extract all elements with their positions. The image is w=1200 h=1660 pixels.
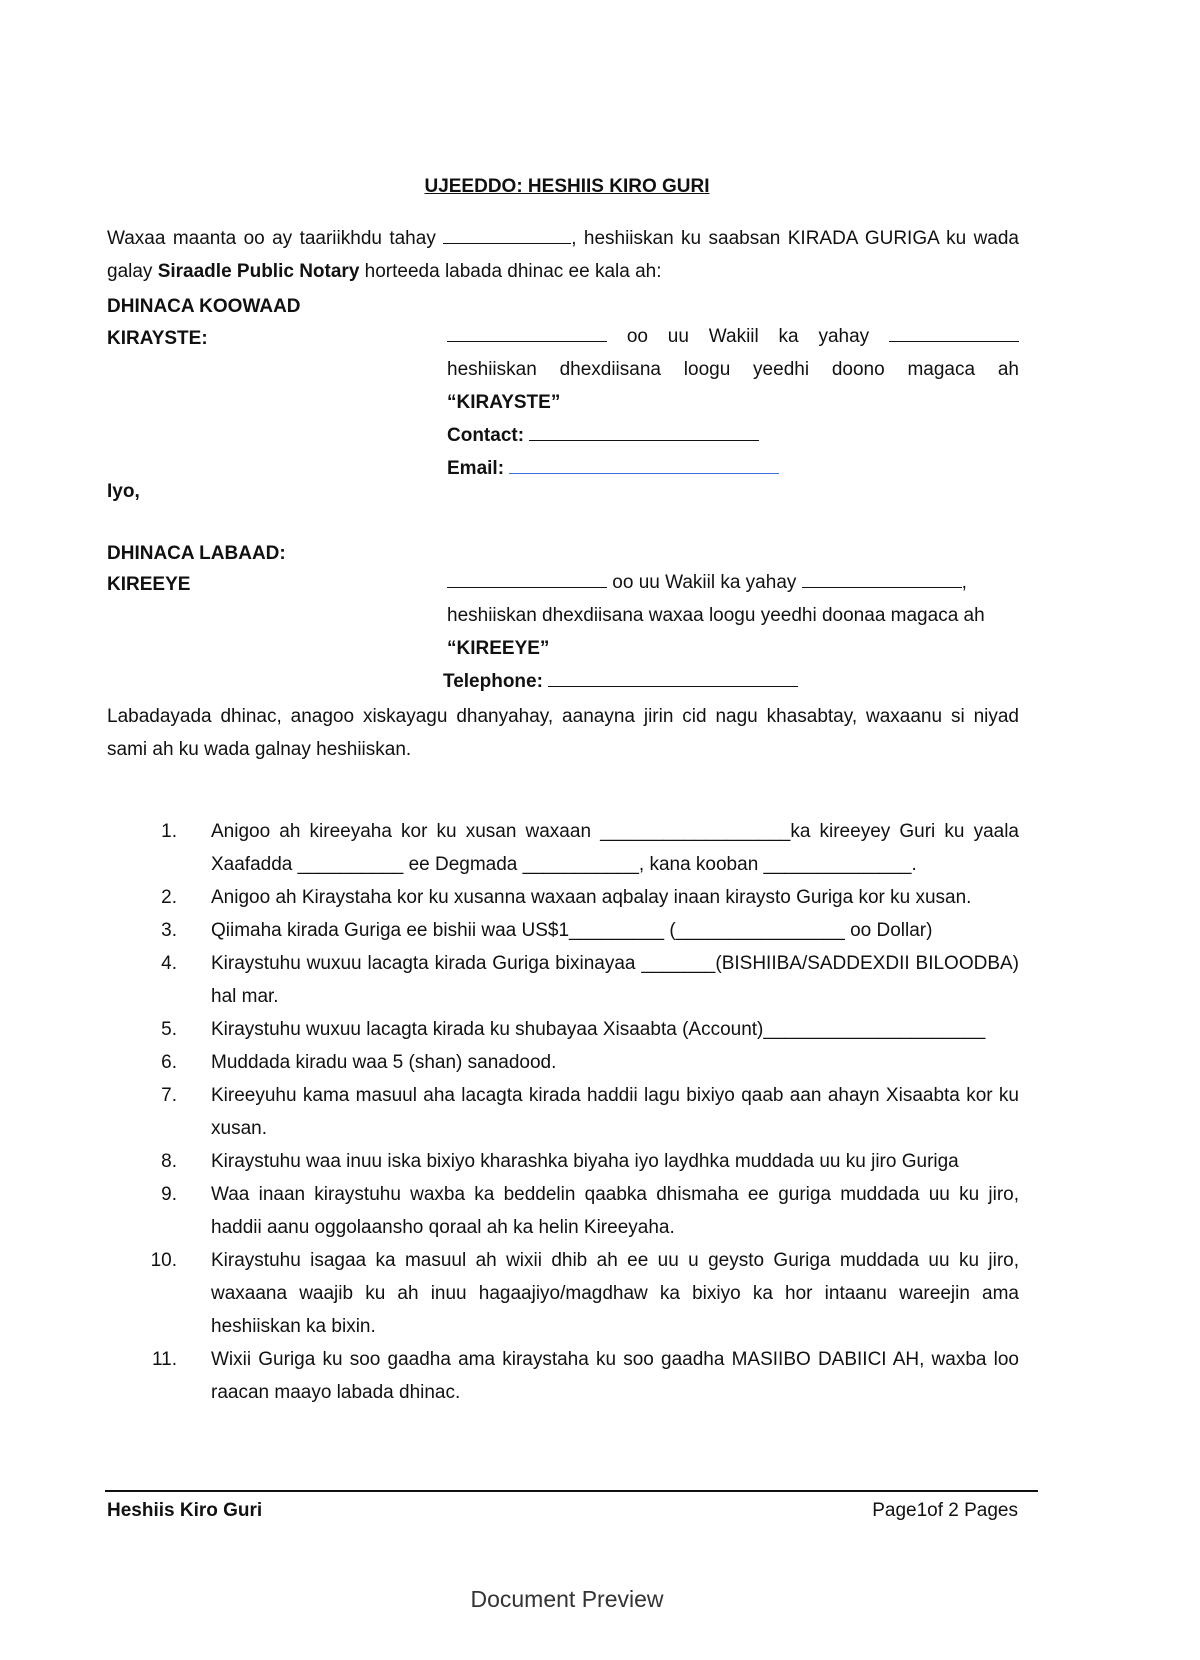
term-text: Wixii Guriga ku soo gaadha ama kiraystaha ku soo gaadha MASIIBO DABIICI AH, waxba loo raacan maayo labada dhinac. (211, 1349, 1019, 1403)
contact-blank (529, 422, 759, 441)
party2-heading: DHINACA LABAAD: (107, 543, 286, 564)
party1-agent-blank (889, 323, 1019, 342)
term-item (107, 1343, 1019, 1409)
party2-line2: heshiiskan dhexdiisana waxaa loogu yeedhi doonaa magaca ah (447, 605, 985, 626)
term-text: Kireeyuhu kama masuul aha lacagta kirada haddii lagu bixiyo qaab aan ahayn Xisaabta kor ku xusan. (211, 1085, 1019, 1139)
term-number: 7. (161, 1085, 177, 1106)
party2-role-label: KIREEYE (107, 574, 191, 595)
footer-divider (105, 1490, 1038, 1492)
email-blank (509, 455, 779, 474)
term-number: 11. (151, 1349, 177, 1370)
party2-telephone-row (443, 665, 1019, 698)
party1-role-label: KIRAYSTE: (107, 328, 208, 349)
notary-name: Siraadle Public Notary (157, 261, 360, 282)
document-title: UJEEDDO: HESHIIS KIRO GURI (424, 176, 710, 197)
closing-paragraph: Labadayada dhinac, anagoo xiskayagu dhanyahay, aanayna jirin cid nagu khasabtay, waxaanu si niyad sami ah ku wada galnay heshiiskan. (107, 706, 1019, 760)
term-number: 6. (161, 1052, 177, 1073)
intro-paragraph (107, 222, 1019, 288)
term-number: 9. (161, 1184, 177, 1205)
term-text: Kiraystuhu wuxuu lacagta kirada ku shubayaa Xisaabta (Account)_____________________ (211, 1019, 986, 1040)
party1-email-row (447, 452, 1019, 485)
document-preview-label: Document Preview (470, 1586, 664, 1612)
connector-text: Iyo, (107, 481, 140, 502)
party2-name-blank (447, 569, 607, 588)
term-item (107, 881, 1019, 914)
email-label: Email: (447, 458, 510, 479)
term-number: 4. (161, 953, 177, 974)
term-number: 5. (161, 1019, 177, 1040)
term-text: Anigoo ah kireeyaha kor ku xusan waxaan __________________ka kireeyey Guri ku yaala Xaafadda __________ ee Degmada ___________, kana kooban ______________. (211, 821, 1019, 875)
party1-contact-row (447, 419, 1019, 452)
party1-heading: DHINACA KOOWAAD (107, 296, 301, 317)
term-text: Qiimaha kirada Guriga ee bishii waa US$1_________ (________________ oo Dollar) (211, 920, 933, 941)
party2-line1-mid: oo uu Wakiil ka yahay (607, 572, 802, 593)
party2-details (443, 566, 1019, 698)
term-text: Waa inaan kiraystuhu waxba ka beddelin qaabka dhismaha ee guriga muddada uu ku jiro, haddii aanu oggolaansho qoraal ah ka helin Kireeyaha. (211, 1184, 1019, 1238)
term-number: 1. (161, 821, 177, 842)
party2-alias: “KIREEYE” (447, 638, 550, 659)
term-item (107, 1178, 1019, 1244)
party1-alias: “KIRAYSTE” (447, 392, 561, 413)
date-blank (443, 225, 571, 244)
party1-name-blank (447, 323, 607, 342)
telephone-label: Telephone: (443, 671, 549, 692)
party1-details (447, 320, 1019, 485)
term-number: 2. (161, 887, 177, 908)
term-item (107, 1013, 1019, 1046)
term-item (107, 914, 1019, 947)
term-text: Anigoo ah Kiraystaha kor ku xusanna waxaan aqbalay inaan kiraysto Guriga kor ku xusan. (211, 887, 972, 908)
party1-line1 (447, 320, 1019, 353)
page-number: Page1of 2 Pages (872, 1500, 1018, 1521)
contact-label: Contact: (447, 425, 530, 446)
intro-text-3: horteeda labada dhinac ee kala ah: (359, 261, 662, 282)
term-number: 3. (161, 920, 177, 941)
term-item (107, 947, 1019, 1013)
term-item (107, 1145, 1019, 1178)
footer-title: Heshiis Kiro Guri (107, 1500, 263, 1521)
term-number: 10. (150, 1250, 177, 1271)
party2-agent-blank (802, 569, 962, 588)
terms-list (107, 815, 1019, 1409)
term-item (107, 815, 1019, 881)
term-text: Muddada kiradu waa 5 (shan) sanadood. (211, 1052, 557, 1073)
term-text: Kiraystuhu wuxuu lacagta kirada Guriga bixinayaa _______(BISHIIBA/SADDEXDII BILOODBA) hal mar. (211, 953, 1019, 1007)
party2-line1-end: , (961, 572, 967, 593)
telephone-blank (548, 668, 798, 687)
term-item (107, 1079, 1019, 1145)
intro-text-2: , heshiiskan ku saabsan KIRADA GURIGA ku wada galay (107, 228, 1019, 282)
term-text: Kiraystuhu waa inuu iska bixiyo kharashka biyaha iyo laydhka muddada uu ku jiro Guriga (211, 1151, 959, 1172)
term-item (107, 1046, 1019, 1079)
party1-line2: heshiiskan dhexdiisana loogu yeedhi doono magaca ah (447, 359, 1019, 380)
intro-text-1: Waxaa maanta oo ay taariikhdu tahay (107, 228, 444, 249)
party1-line1-mid: oo uu Wakiil ka yahay (607, 326, 889, 347)
party2-line1 (447, 566, 1019, 599)
term-number: 8. (161, 1151, 177, 1172)
term-text: Kiraystuhu isagaa ka masuul ah wixii dhib ah ee uu u geysto Guriga muddada uu ku jiro, waxaana waajib ku ah inuu hagaajiyo/magdhaw ka bixiyo ka hor intaanu wareejin ama heshiiskan ka bixin. (211, 1250, 1019, 1337)
term-item (107, 1244, 1019, 1343)
